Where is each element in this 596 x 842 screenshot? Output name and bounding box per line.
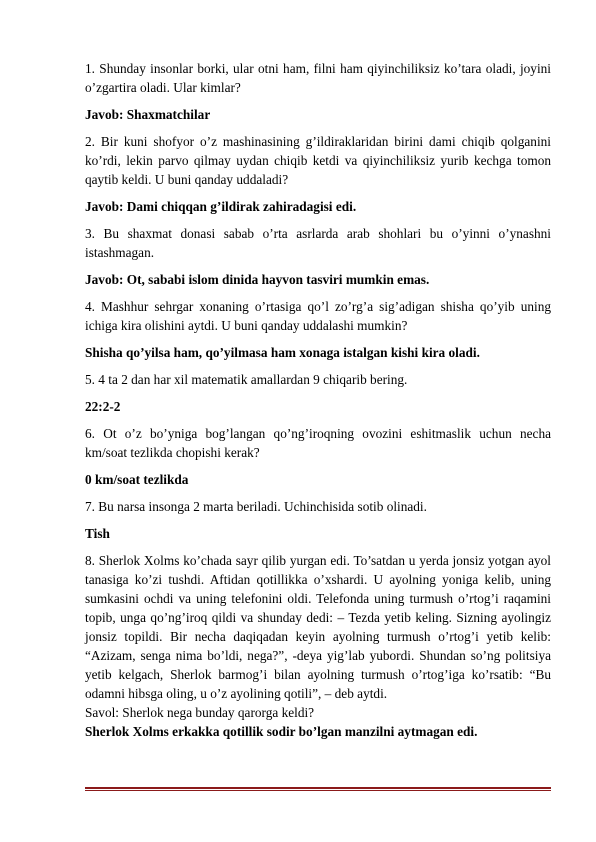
answer-6: 0 km/soat tezlikda: [85, 472, 189, 487]
answer-3: Javob: Ot, sababi islom dinida hayvon tasviri mumkin emas.: [85, 272, 430, 287]
question-6: 6. Ot o’z bo’yniga bog’langan qo’ng’iroqning ovozini eshitmaslik uchun necha km/soat tezlikda chopishi kerak?: [85, 426, 551, 460]
answer-8: Sherlok Xolms erkakka qotillik sodir bo’lgan manzilni aytmagan edi.: [85, 724, 478, 739]
question-3: 3. Bu shaxmat donasi sabab o’rta asrlarda arab shohlari bu o’yinni o’ynashni istashmagan.: [85, 226, 551, 260]
question-7: 7. Bu narsa insonga 2 marta beriladi. Uchinchisida sotib olinadi.: [85, 499, 427, 514]
answer-1: Javob: Shaxmatchilar: [85, 107, 211, 122]
question-4: 4. Mashhur sehrgar xonaning o’rtasiga qo’l zo’rg’a sig’adigan shisha qo’yib uning ichiga kira olishini aytdi. U buni qanday uddalashi mumkin?: [85, 299, 551, 333]
document-body: [85, 59, 551, 741]
footer-rule-thick: [85, 787, 551, 789]
answer-2: Javob: Dami chiqqan g’ildirak zahiradagisi edi.: [85, 199, 357, 214]
question-1: 1. Shunday insonlar borki, ular otni ham, filni ham qiyinchiliksiz ko’tara oladi, joyini o’zgartira oladi. Ular kimlar?: [85, 61, 551, 95]
answer-5: 22:2-2: [85, 399, 121, 414]
question-8-savol: Savol: Sherlok nega bunday qarorga keldi?: [85, 705, 315, 720]
question-8: 8. Sherlok Xolms ko’chada sayr qilib yurgan edi. To’satdan u yerda jonsiz yotgan ayol tanasiga ko’zi tushdi. Aftidan qotillikka o’xshardi. U ayolning yoniga kelib, uning sumkasini ochdi va uning telefonini oldi. Telefonda uning turmush o’rtog’i raqamini topib, unga qo’ng’iroq qildi va shunday dedi: – Tezda yetib keling. Sizning ayolingiz jonsiz topildi. Bir necha daqiqadan keyin ayolning turmush o’rtog’i yetib kelib: “Azizam, senga nima bo’ldi, nega?”, -deya yig’lab yubordi. Shundan so’ng politsiya yetib kelgach, Sherlok barmog’i bilan ayolning turmush o’rtog’iga ko’rsatib: “Bu odamni hibsga oling, u o’z ayolining qotili”, – deb aytdi.: [85, 553, 551, 701]
answer-7: Tish: [85, 526, 110, 541]
footer-rule-thin: [85, 790, 551, 791]
answer-4: Shisha qo’yilsa ham, qo’yilmasa ham xonaga istalgan kishi kira oladi.: [85, 345, 480, 360]
question-2: 2. Bir kuni shofyor o’z mashinasining g’ildiraklaridan birini dami chiqib qolganini ko’rdi, lekin parvo qilmay uydan chiqib ketdi va qiyinchiliksiz yurib kechga tomon qaytib keldi. U buni qanday uddaladi?: [85, 134, 551, 187]
question-5: 5. 4 ta 2 dan har xil matematik amallardan 9 chiqarib bering.: [85, 372, 408, 387]
